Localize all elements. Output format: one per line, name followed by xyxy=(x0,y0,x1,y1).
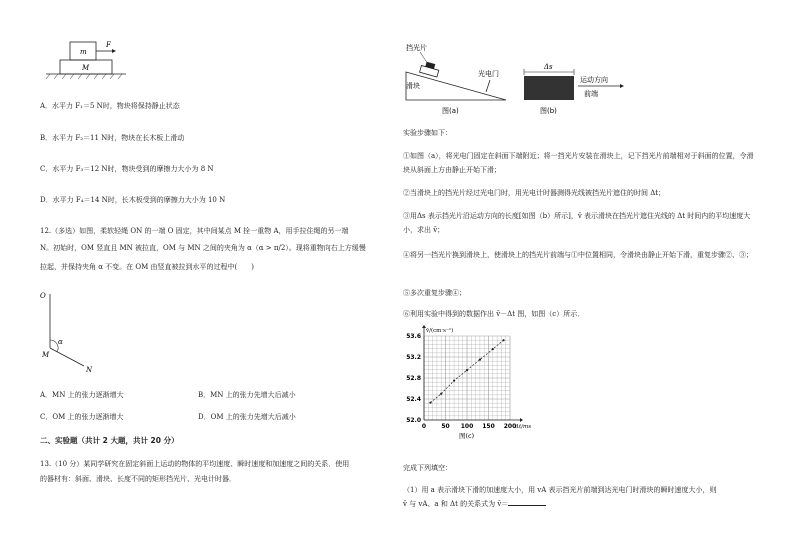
force-label: F xyxy=(106,41,111,49)
shutter-strip xyxy=(524,76,574,100)
steps-title: 实验步骤如下： xyxy=(403,129,452,137)
q12-stem-line2: N。初始时，OM 竖直且 MN 被拉直，OM 与 MN 之间的夹角为 α（α > π/2）。现将重物向右上方缓慢 xyxy=(40,244,366,252)
q12-option-a[interactable]: A．MN 上的张力逐渐增大 xyxy=(40,391,124,399)
slider-block xyxy=(420,61,441,77)
data-point xyxy=(453,380,455,382)
data-point xyxy=(502,339,504,341)
fill-title: 完成下列填空： xyxy=(403,464,452,472)
big-board-label: M xyxy=(82,64,90,72)
step-6: ⑥利用实验中得到的数据作出 v̄－Δt 图，如图（c）所示． xyxy=(403,310,585,318)
y-tick-label: 53.6 xyxy=(406,333,421,340)
y-tick-label: 52.4 xyxy=(406,396,421,403)
x-tick-label: 50 xyxy=(441,423,450,430)
q13-stem-line2: 的器材有：斜面、滑块、长度不同的矩形挡光片、光电计时器． xyxy=(40,475,236,483)
x-axis-label: Δt/ms xyxy=(515,424,532,430)
fill-q1-line2 xyxy=(403,499,546,509)
fig-b-caption: 图(b) xyxy=(540,107,557,115)
x-tick-label: 200 xyxy=(503,423,517,430)
q12-option-b[interactable]: B．MN 上的张力先增大后减小 xyxy=(198,391,296,399)
data-point xyxy=(440,393,442,395)
photogate-post xyxy=(486,80,490,92)
gate-label: 光电门 xyxy=(478,70,499,78)
slider-label: 滑块 xyxy=(406,82,420,90)
q12-stem-line1: 12.（多选）如图，柔软轻绳 ON 的一端 O 固定，其中间某点 M 拴一重物 A，用手拉住绳的另一端 xyxy=(40,227,349,235)
incline-figure xyxy=(402,40,512,118)
step-1: ①如图（a），将光电门固定在斜面下端附近；将一挡光片安装在滑块上，记下挡光片前端相对于斜面的位置，令滑块从斜面上方由静止开始下滑； xyxy=(403,152,754,174)
y-tick-label: 53.2 xyxy=(406,354,421,361)
point-o-label: O xyxy=(40,292,46,300)
step-2: ②当滑块上的挡光片经过光电门时，用光电计时器测得光线被挡光片遮住的时间 Δt； xyxy=(403,189,666,197)
step-5: ⑤多次重复步骤④； xyxy=(403,289,466,297)
y-tick-label: 52.0 xyxy=(406,417,421,424)
q13-stem-line1: 13.（10 分）某同学研究在固定斜面上运动的物体的平均速度、瞬时速度和加速度之间的关系．使用 xyxy=(40,460,350,468)
section-heading: 二、实验题（共计 2 大题，共计 20 分） xyxy=(40,436,179,445)
shutter-figure xyxy=(520,62,650,118)
data-point xyxy=(479,359,481,361)
front-label: 前端 xyxy=(584,90,598,98)
fill-q1-line1: （1）用 a 表示滑块下滑的加速度大小，用 vA 表示挡光片前端到达光电门时滑块的瞬时速度大小，则 xyxy=(403,486,717,494)
fill-q1-text: v̄ 与 vA、a 和 Δt 的关系式为 v̄＝ xyxy=(403,500,509,508)
ds-label: Δs xyxy=(544,63,553,71)
direction-label: 运动方向 xyxy=(580,76,608,84)
q12-stem-line3: 拉起，并保持夹角 α 不变。在 OM 由竖直被拉到水平的过程中( ) xyxy=(40,263,254,271)
point-n-label: N xyxy=(86,366,93,374)
q12-option-d[interactable]: D．OM 上的张力先增大后减小 xyxy=(198,413,296,421)
x-tick-label: 150 xyxy=(482,423,495,430)
data-point xyxy=(429,402,431,404)
data-point xyxy=(466,369,468,371)
q12-option-c[interactable]: C．OM 上的张力逐渐增大 xyxy=(40,413,124,421)
y-axis-label: v̄/(cm·s⁻¹) xyxy=(426,328,454,334)
point-m-label: M xyxy=(42,351,50,359)
small-block-label: m xyxy=(80,48,87,56)
q11-option-a[interactable]: A．水平力 F₁＝5 N时，物块将保持静止状态 xyxy=(40,102,180,110)
step-4: ④将另一挡光片换到滑块上，使滑块上的挡光片前端与①中位置相同，令滑块由静止开始下滑，重复步骤②、③； xyxy=(403,251,753,259)
x-tick-label: 0 xyxy=(421,423,427,430)
q11-option-d[interactable]: D．水平力 F₄＝14 N时，长木板受到的摩擦力大小为 10 N xyxy=(40,196,226,204)
fig-a-caption: 图(a) xyxy=(442,107,459,115)
x-tick-label: 100 xyxy=(460,423,474,430)
alpha-label: α xyxy=(58,338,63,346)
step-3: ③用Δs 表示挡光片沿运动方向的长度[如图（b）所示]，v̄ 表示滑块在挡光片遮住光线的 Δt 时间内的平均速度大小，求出 v̄； xyxy=(403,212,751,234)
data-point xyxy=(492,348,494,350)
vt-chart xyxy=(396,322,546,446)
block-figure xyxy=(40,38,130,82)
shutter-label: 挡光片 xyxy=(406,44,427,52)
x-axis-arrow xyxy=(520,418,523,422)
chart-caption: 图(c) xyxy=(459,432,475,440)
q11-option-b[interactable]: B．水平力 F₂＝11 N时，物块在长木板上滑动 xyxy=(40,134,185,142)
y-tick-label: 52.8 xyxy=(406,375,421,382)
rope-mn xyxy=(50,348,84,366)
answer-blank[interactable] xyxy=(508,499,546,506)
rope-figure xyxy=(38,284,108,374)
q11-option-c[interactable]: C．水平力 F₃＝12 N时，物块受到的摩擦力大小为 8 N xyxy=(40,165,214,173)
